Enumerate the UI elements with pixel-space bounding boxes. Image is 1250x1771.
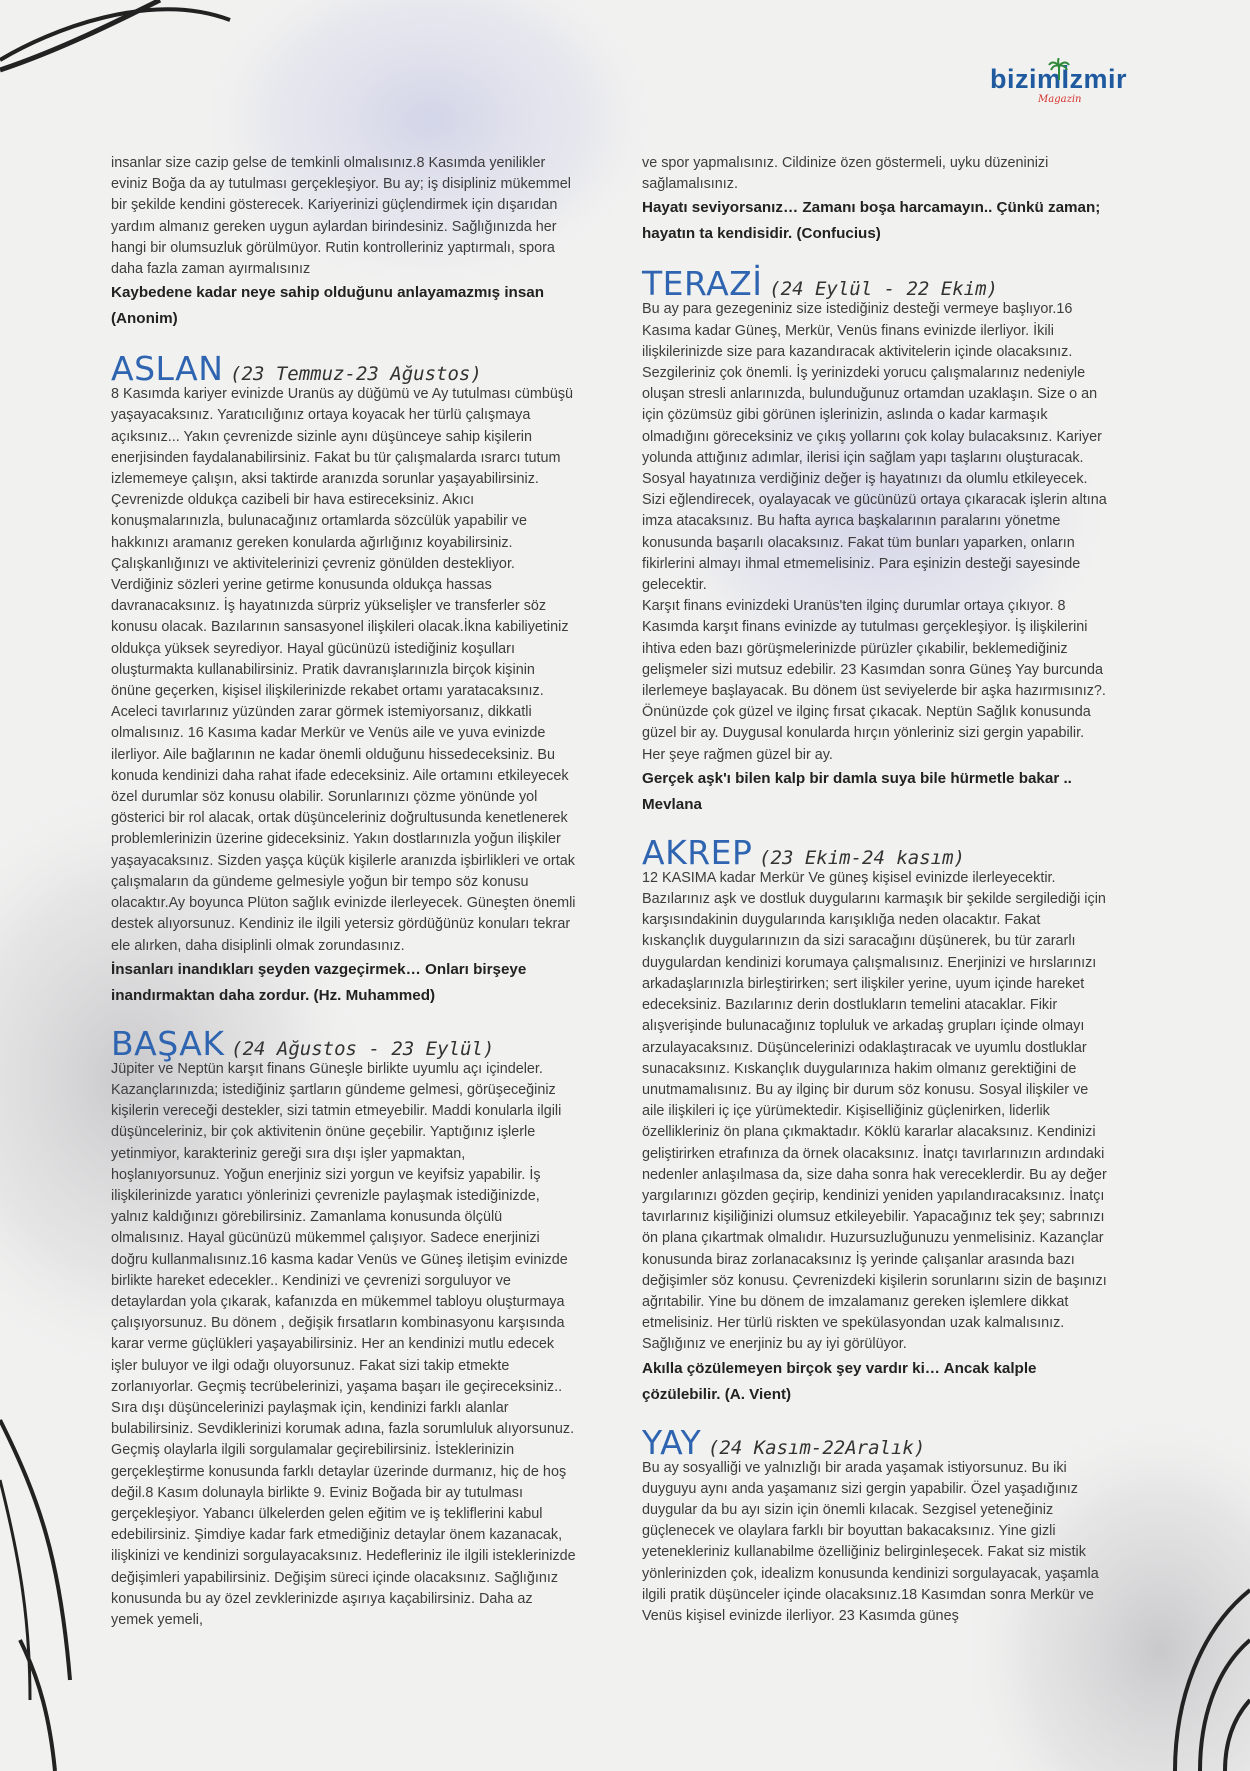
sign-heading [642, 264, 1107, 304]
sign-dates: (23 Temmuz-23 Ağustos) [230, 363, 482, 386]
sign-text: 8 Kasımda kariyer evinizde Uranüs ay düğümü ve Ay tutulması cümbüşü yaşayacaksınız. Yaratıcılığınız ortaya koyacak her türlü çalışmaya açıksınız... Yakın çevrenizde sizinle aynı düşünceye sahip kişilerin enerjisinden faydalanabilirsiniz. Fakat bu tür çalışmalarda ısrarcı tutum izlememeye çalışın, aksi taktirde aranızda sorunlar yaşayabilirsiniz. Çevrenizde oldukça cazibeli bir hava estireceksiniz. Akıcı konuşmalarınızla, bulunacağınız ortamlarda sözcülük yapabilir ve hakkınızı aramanız gereken konularda ağırlığınız koyabilirsiniz. Çalışkanlığınızı ve aktivitelerinizi çevreniz gönülden destekliyor. Verdiğiniz sözleri yerine getirme konusunda oldukça hassas davranacaksınız. İş hayatınızda sürpriz yükselişler ve transferler söz konusu olacak. Bazılarının sansasyonel ilişkileri olacak.İkna kabiliyetiniz oldukça yüksek seyrediyor. Hayal gücünüzü istediğiniz koşulları oluşturmakta kullanabilirsiniz. Pratik davranışlarınızla birçok kişinin önüne geçerken, kişisel ilişkilerinizde rekabet ortamı yaratacaksınız. Aceleci tavırlarınız yüzünden zarar görmek istemiyorsanız, dikkatli olmalısınız. 16 Kasıma kadar Merkür ve Venüs aile ve yuva evinizde ilerliyor. Aile bağlarının ne kadar önemli olduğunu hissedeceksiniz. Bu konuda kendinizi daha rahat ifade edeceksiniz. Aile ortamını etkileyecek özel durumlar söz konusu olabilir. Sorunlarınızı çözme yönünde yol gösterici bir rol alacak, ortak düşünceleriniz doğrultusunda kenetlenerek problemlerinizin üzerine gideceksiniz. Yakın dostlarınızla yoğun ilişkiler yaşayacaksınız. Sizden yaşça küçük kişilerle aranızda işbirlikleri ve ortak çalışmaların da gündeme gelmesiyle yoğun bir tempo söz konusu olacaktır.Ay boyunca Plüton sağlık evinizde ilerleyecek. Güneşten önemli destek alıyorsunuz. Kendiniz ile ilgili yetersiz gördüğünüz konuları tekrar ele alırken, daha disiplinli olmak zorundasınız. [111, 386, 576, 954]
left-column [111, 153, 576, 1631]
swirl-line [0, 9, 230, 60]
sign-name: ASLAN [111, 349, 224, 389]
sign-quote: Gerçek aşk'ı bilen kalp bir damla suya bile hürmetle bakar .. Mevlana [642, 769, 1072, 813]
sign-text: Bu ay sosyalliği ve yalnızlığı bir arada yaşamak istiyorsunuz. Bu iki duyguyu aynı anda yaşamanız sizi gergin yapabilir. Özel yaşadığınız duygular da bu ayı sizin için önemli kılacak. Sezgisel yeteneğiniz güçlenecek ve olaylara farklı bir boyuttan bakacaksınız. Yine gizli yetenekleriniz kullanabilme özelliğiniz belirginleşecek. Fakat siz mistik yönlerinizden çok, idealizm konusunda kendinizi sorgulayacak, yaşamla ilgili pratik düşünceler içinde olacaksınız.18 Kasımdan sonra Merkür ve Venüs kişisel evinizde ilerliyor. 23 Kasımda güneş [642, 1459, 1099, 1624]
sign-quote: İnsanları inandıkları şeyden vazgeçirmek… Onları birşeye inandırmaktan daha zordur. (Hz. Muhammed) [111, 960, 527, 1004]
sign-name: TERAZİ [642, 264, 763, 304]
brand-logo[interactable] [990, 64, 1150, 114]
sign-name: AKREP [642, 832, 753, 872]
section-terazi [642, 264, 1107, 817]
sign-dates: (23 Ekim-24 kasım) [759, 846, 965, 869]
sign-name: BAŞAK [111, 1023, 225, 1063]
sign-heading [642, 832, 1107, 872]
intro-paragraph: insanlar size cazip gelse de temkinli olmalısınız.8 Kasımda yenilikler eviniz Boğa da ay tutulması gerçekleşiyor. Bu ay; iş disipliniz mükemmel bir şekilde kendini gösterecek. Kariyerinizi güçlendirmek için dışarıdan yardım almanız gereken uygun aylardan birindesiniz. Sağlığınızda her hangi bir olumsuzluk görülmüyor. Rutin kontrolleriniz yaptırmalı, spora daha fazla zaman ayırmalısınız [111, 155, 571, 278]
brand-tagline: Magazin [1038, 94, 1082, 105]
continuation-quote: Hayatı seviyorsanız… Zamanı boşa harcamayın.. Çünkü zaman; hayatın ta kendisidir. (Confucius) [642, 199, 1101, 243]
sign-text: Jüpiter ve Neptün karşıt finans Güneşle birlikte uyumlu açı içindeler. Kazançlarınızda; istediğiniz şartların gündeme gelmesi, görüşeceğiniz kişilerin vereceği destekler, sizi tatmin etmeyebilir. Maddi konularla ilgili düşünceleriniz, bir çok aktivitenin önüne geçebilir. Yaptığınız işlerle yetinmiyor, karakteriniz gereği sıra dışı işler yapmaktan, hoşlanıyorsunuz. Yoğun enerjiniz sizi yorgun ve keyifsiz yapabilir. İş ilişkilerinizde yaratıcı yönlerinizi çevrenizle paylaşmak istediğinizde, yalnız kaldığınızı görebilirsiniz. Zamanlama konusunda ölçülü olmalısınız. Hayal gücünüzü mükemmel çalışıyor. Sadece enerjinizi doğru kullanmalısınız.16 kasma kadar Venüs ve Güneş iletişim evinizde birlikte hareket edecekler.. Kendinizi ve çevrenizi sorguluyor ve detaylardan yola çıkarak, kafanızda en mükemmel tabloyu oluşturmaya çalışıyorsunuz. Bu dönem , değişik fırsatların kombinasyonu karşısında karar verme güçlükleri yaşayabilirsiniz. Her an kendinizi mutlu edecek işler buluyor ve ilgi odağı oluyorsunuz. Fakat sizi takip etmekte zorlanıyorlar. Geçmiş tecrübelerinizi, yaşama başarı ile geçireceksiniz.. Sıra dışı düşüncelerinizi paylaşmak için, kendinizi farklı alanlar bulabilirsiniz. Sevdiklerinizi korumak adına, fazla sorumluluk alıyorsunuz. Geçmiş olaylarla ilgili sorgulamalar geçirebilirsiniz. İsteklerinizin gerçekleştirme konusunda farklı detaylar üzerinde durmanız, hiç de hoş değil.8 Kasım dolunayla birlikte 9. Eviniz Boğada bir ay tutulması gerçekleşiyor. Yabancı ülkelerden gelen eğitim ve iş tekliflerini kabul edebilirsiniz. Şimdiye kadar fark etmediğiniz detaylar önem kazanacak, ilişkinizi ve kendinizi sorgulayacaksınız. Hedefleriniz ile ilgili isteklerinizde değişimleri yapabilirsiniz. Değişim süreci içinde olacaksınız. Sağlığınız konusunda bu ay özel zevklerinizde aşırıya kaçabilirsiniz. Daha az yemek yemeli, [111, 1060, 576, 1628]
sign-text: 12 KASIMA kadar Merkür Ve güneş kişisel evinizde ilerleyecektir. Bazılarınız aşk ve dostluk duygularını karmaşık bir şekilde sergilediği için karşısındakinin duygularında karışıklığa neden olacaktır. Fakat kıskançlık duygularınızın da sizi saracağını düşünerek, bu tür zararlı duygulardan kendinizi korumaya çalışmalısınız. Enerjinizi ve hırslarınızı arkadaşlarınızla birleştirirken; sert ilişkiler yerine, uyum içinde hareket edeceksiniz. Bazılarınız derin dostlukların temelini atacaklar. Fikir alışverişinde bulunacağınız topluluk ve arkadaş grupları içinde olmayı arzulayacaksınız. Düşüncelerinizi odaklaştıracak ve uyumlu dostluklar sunacaksınız. Kıskançlık duygularınıza hakim olmanız gerektiğini de unutmamalısınız. Bu ay ilginç bir durum söz konusu. Sosyal ilişkiler ve aile ilişkileri iç içe yürümektedir. Kişiselliğiniz güçlenirken, liderlik özellikleriniz ön plana çıkmaktadır. Köklü kararlar alacaksınız. Kendinizi geliştirirken etrafınıza da örnek olacaksınız. İnatçı tavırlarınızın ardındaki nedenler anlaşılmasa da, size daha sonra hak vereceklerdir. Bu ay değer yargılarınızı gözden geçirip, kendinizi yeniden yapılandıracaksınız. İnatçı tavırlarınız kişiliğinizi olumsuz etkileyebilir. Yapacağınız tek şey; sabrınızı ön plana çıkartmak olmalıdır. Huzursuzluğunuzu yenmelisiniz. Kazançlar konusunda biraz zorlanacaksınız İş yerinde çalışanlar arasında bazı değişimler söz konusu. Çevrenizdeki kişilerin sorunlarını sizin de başınızı ağrıtabilir. Yine bu dönem de imzalamanız gereken işlemlere dikkat etmelisiniz. Her türlü riskten ve spekülasyondan uzak kalmalısınız. Sağlığınız ve enerjiniz bu ay iyi görülüyor. [642, 869, 1107, 1353]
sign-heading [111, 349, 576, 389]
swirl-line [20, 1640, 55, 1771]
sign-dates: (24 Eylül - 22 Ekim) [769, 278, 998, 301]
right-column [642, 153, 1107, 1627]
sign-heading [111, 1023, 576, 1063]
section-aslan [111, 349, 576, 1008]
section-akrep [642, 832, 1107, 1408]
sign-name: YAY [642, 1422, 702, 1462]
brand-name: bizimİzmir [990, 64, 1128, 94]
sign-text: Bu ay para gezegeniniz size istediğiniz desteği vermeye başlıyor.16 Kasıma kadar Güneş, Merkür, Venüs finans evinizde ilerliyor. İkili ilişkilerinizde size para kazandıracak aktivitelerin içinde olacaksınız. Sezgileriniz çok önemli. İş yerinizdeki yorucu çalışmalarınız nedeniyle oluşan stresli anlarınızda, bulunduğunuz ortamdan uzaklaşın. Size o an için çözümsüz gibi görünen işlerinizin, aslında o kadar karmaşık olmadığını göreceksiniz ve çıkış yollarını çok kolay bulacaksınız. Kariyer yolunda attığınız adımlar, ilerisi için sağlam yapı taşlarını oluşturacak. Sosyal hayatınıza verdiğiniz değer iş hayatınızı da olumlu etkileyecek. Sizi eğlendirecek, oyalayacak ve gücünüzü ortaya çıkaracak işlerin altına imza atacaksınız. Bu hafta ayrıca başkalarının paralarını yönetme konusunda başarılı olacaksınız. Fakat tüm bunları yaparken, onların fikirlerini almayı ihmal etmemelisiniz. Para eşinizin desteği sayesinde gelecektir. Karşıt finans evinizdeki Uranüs'ten ilginç durumlar ortaya çıkıyor. 8 Kasımda karşıt finans evinizde ay tutulması gerçekleşiyor. İş ilişkilerini ihtiva eden bazı görüşmelerinizde pürüzler çıkabilir, beklemediğiniz gelişmeler sizi mutsuz edebilir. 23 Kasımdan sonra Güneş Yay burcunda ilerlemeye başlayacak. Bu dönem üst seviyelerde bir aşka hazırmısınız?. Önünüzde çok güzel ve ilginç fırsat çıkacak. Neptün Sağlık konusunda güzel bir ay. Duygusal konularda hırçın yönleriniz sizi gergin yapabilir. Her şeye rağmen güzel bir ay. [642, 301, 1107, 763]
swirl-line [0, 1420, 70, 1680]
sign-dates: (24 Ağustos - 23 Eylül) [231, 1037, 495, 1060]
section-yay [642, 1422, 1107, 1628]
sign-quote: Akılla çözülemeyen birçok şey vardır ki… Ancak kalple çözülebilir. (A. Vient) [642, 1359, 1037, 1403]
intro-quote: Kaybedene kadar neye sahip olduğunu anlayamazmış insan (Anonim) [111, 284, 544, 328]
continuation-paragraph: ve spor yapmalısınız. Cildinize özen göstermeli, uyku düzeninizi sağlamalısınız. [642, 155, 1049, 193]
sign-dates: (24 Kasım-22Aralık) [707, 1436, 926, 1459]
sign-heading [642, 1422, 1107, 1462]
swirl-line [0, 1480, 30, 1700]
section-basak [111, 1023, 576, 1631]
palm-tree-icon [1048, 58, 1070, 80]
